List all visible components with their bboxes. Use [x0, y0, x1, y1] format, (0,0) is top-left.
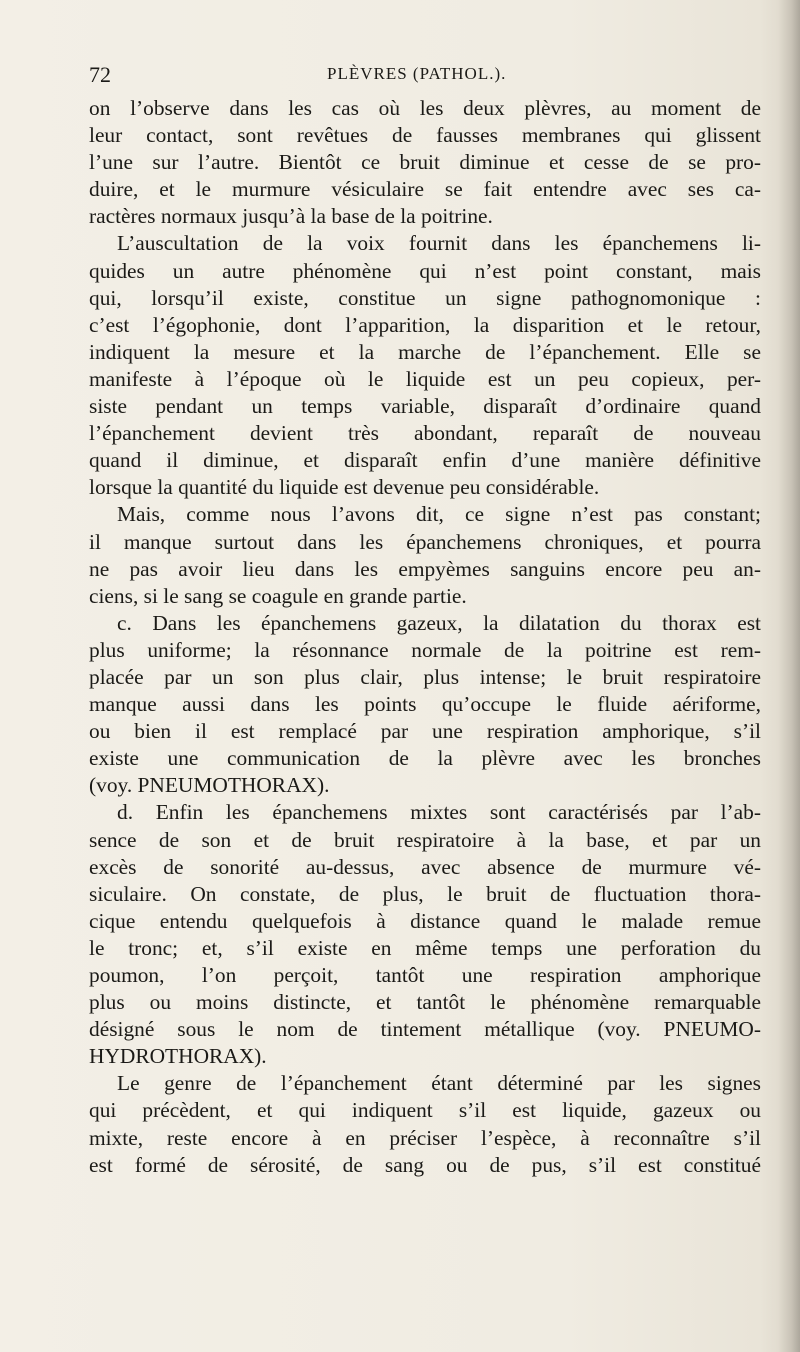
text-line: Mais, comme nous l’avons dit, ce signe n’est pas constant; [117, 502, 761, 527]
page-edge-shadow [778, 0, 800, 1352]
text-line: excès de sonorité au-dessus, avec absence de murmure vé- [89, 854, 761, 879]
text-line: ne pas avoir lieu dans les empyèmes sanguins encore peu an- [89, 556, 761, 581]
text-line: c. Dans les épanchemens gazeux, la dilatation du thorax est [117, 610, 761, 635]
text-line: siste pendant un temps variable, disparaît d’ordinaire quand [89, 394, 761, 419]
text-line: L’auscultation de la voix fournit dans les épanchemens li- [117, 231, 761, 256]
text-line: est formé de sérosité, de sang ou de pus, s’il est constitué [89, 1152, 761, 1177]
text-line: qui, lorsqu’il existe, constitue un signe pathognomonique : [89, 285, 761, 310]
text-line: placée par un son plus clair, plus intense; le bruit respiratoire [89, 664, 761, 689]
text-line: d. Enfin les épanchemens mixtes sont caractérisés par l’ab- [117, 800, 761, 825]
text-line: duire, et le murmure vésiculaire se fait entendre avec ses ca- [89, 177, 761, 202]
text-line: qui précèdent, et qui indiquent s’il est liquide, gazeux ou [89, 1098, 761, 1123]
text-line: existe une communication de la plèvre avec les bronches [89, 746, 761, 771]
text-line: l’épanchement devient très abondant, reparaît de nouveau [89, 421, 761, 446]
text-line: c’est l’égophonie, dont l’apparition, la disparition et le retour, [89, 312, 761, 337]
text-line: ractères normaux jusqu’à la base de la poitrine. [89, 204, 493, 229]
text-line: plus ou moins distincte, et tantôt le phénomène remarquable [89, 990, 761, 1015]
text-line: désigné sous le nom de tintement métallique (voy. PNEUMO- [89, 1017, 761, 1042]
text-line: ciens, si le sang se coagule en grande partie. [89, 583, 467, 608]
text-line: manque aussi dans les points qu’occupe le fluide aériforme, [89, 692, 761, 717]
running-head: PLÈVRES (PATHOL.). [327, 64, 507, 83]
text-line: l’une sur l’autre. Bientôt ce bruit diminue et cesse de se pro- [89, 150, 761, 175]
text-line: Le genre de l’épanchement étant déterminé par les signes [117, 1071, 761, 1096]
text-line: quand il diminue, et disparaît enfin d’une manière définitive [89, 448, 761, 473]
text-line: poumon, l’on perçoit, tantôt une respiration amphorique [89, 963, 761, 987]
text-line: leur contact, sont revêtues de fausses membranes qui glissent [89, 123, 761, 148]
text-line: cique entendu quelquefois à distance quand le malade remue [89, 908, 761, 933]
text-line: indiquent la mesure et la marche de l’épanchement. Elle se [89, 339, 761, 364]
text-line: (voy. PNEUMOTHORAX). [89, 773, 330, 798]
text-line: manifeste à l’époque où le liquide est un peu copieux, per- [89, 366, 761, 391]
text-line: il manque surtout dans les épanchemens chroniques, et pourra [89, 529, 761, 554]
text-line: lorsque la quantité du liquide est devenue peu considérable. [89, 475, 600, 500]
text-line: HYDROTHORAX). [89, 1044, 267, 1069]
body-text [89, 95, 761, 1179]
text-line: sence de son et de bruit respiratoire à la base, et par un [89, 827, 761, 852]
text-line: ou bien il est remplacé par une respiration amphorique, s’il [89, 719, 761, 744]
text-line: siculaire. On constate, de plus, le bruit de fluctuation thora- [89, 881, 761, 906]
page-number: 72 [89, 62, 111, 87]
text-line: quides un autre phénomène qui n’est point constant, mais [89, 258, 761, 283]
text-line: mixte, reste encore à en préciser l’espèce, à reconnaître s’il [89, 1125, 761, 1150]
text-line: on l’observe dans les cas où les deux plèvres, au moment de [89, 96, 761, 120]
text-line: plus uniforme; la résonnance normale de la poitrine est rem- [89, 637, 761, 662]
page-header [89, 62, 761, 90]
text-line: le tronc; et, s’il existe en même temps une perforation du [89, 935, 761, 960]
